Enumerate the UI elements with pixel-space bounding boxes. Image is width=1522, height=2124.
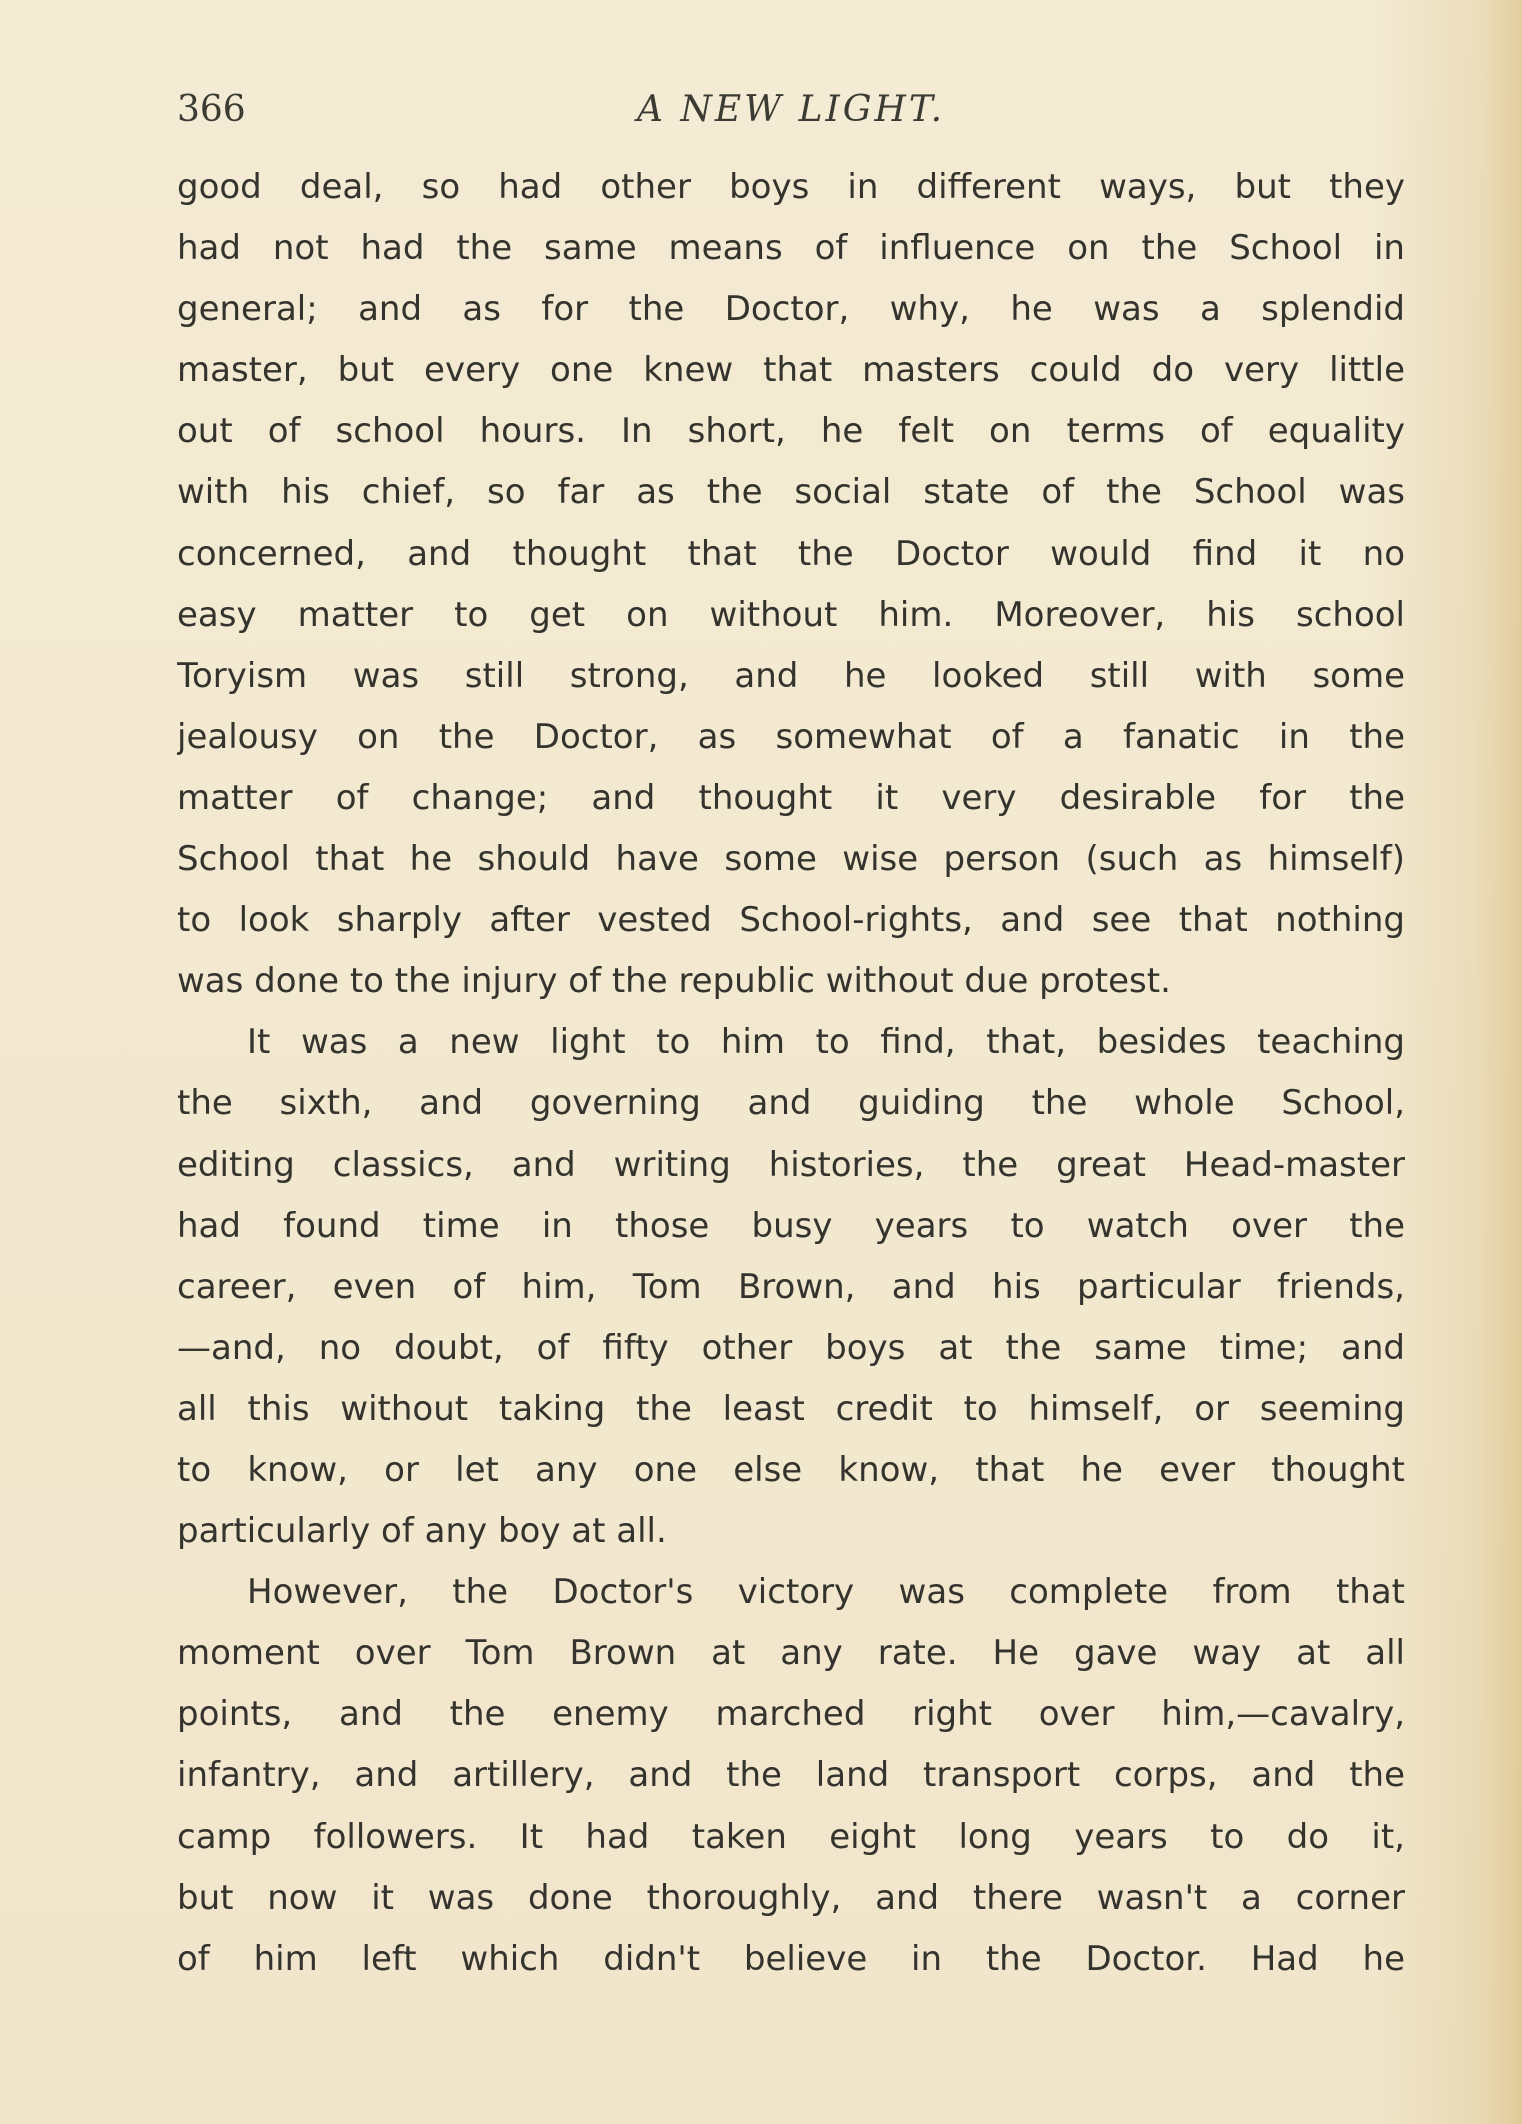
text-line: master, but every one knew that masters could do very little [177, 350, 1405, 391]
text-line: easy matter to get on without him. Moreover, his school [177, 594, 1405, 635]
text-line: with his chief, so far as the social state of the School was [177, 472, 1405, 513]
text-line: to look sharply after vested School-rights, and see that nothing [177, 900, 1405, 941]
text-line: camp followers. It had taken eight long years to do it, [177, 1816, 1405, 1857]
text-line: particularly of any boy at all. [177, 1511, 667, 1552]
text-line: editing classics, and writing histories, the great Head-master [177, 1144, 1405, 1185]
text-line: general; and as for the Doctor, why, he was a splendid [177, 289, 1405, 330]
text-line: good deal, so had other boys in different ways, but they [177, 167, 1405, 207]
text-line: had found time in those busy years to watch over the [177, 1205, 1405, 1246]
text-line: Toryism was still strong, and he looked still with some [177, 655, 1405, 696]
text-line: was done to the injury of the republic without due protest. [177, 961, 1171, 1002]
text-line: all this without taking the least credit to himself, or seeming [177, 1388, 1405, 1429]
text-line: —and, no doubt, of fifty other boys at the same time; and [177, 1327, 1405, 1368]
text-line: points, and the enemy marched right over him,—cavalry, [177, 1694, 1405, 1735]
text-line: infantry, and artillery, and the land transport corps, and the [177, 1755, 1405, 1796]
text-line: However, the Doctor's victory was complete from that [247, 1572, 1405, 1613]
text-line: out of school hours. In short, he felt on terms of equality [177, 411, 1405, 452]
text-line: matter of change; and thought it very desirable for the [177, 777, 1405, 818]
page-number: 366 [177, 89, 246, 130]
body-text [177, 157, 1405, 1990]
text-line: the sixth, and governing and guiding the whole School, [177, 1083, 1405, 1124]
text-line: concerned, and thought that the Doctor would find it no [177, 533, 1405, 574]
text-line: jealousy on the Doctor, as somewhat of a fanatic in the [177, 716, 1405, 757]
text-line: had not had the same means of influence on the School in [177, 228, 1405, 269]
text-line: of him left which didn't believe in the Doctor. Had he [177, 1938, 1405, 1979]
text-line: to know, or let any one else know, that he ever thought [177, 1449, 1405, 1490]
page-header [177, 82, 1405, 138]
text-line: School that he should have some wise person (such as himself) [177, 839, 1405, 880]
text-line: It was a new light to him to find, that, besides teaching [247, 1022, 1405, 1063]
text-line: moment over Tom Brown at any rate. He gave way at all [177, 1633, 1405, 1674]
running-title: A NEW LIGHT. [636, 89, 946, 130]
text-line: but now it was done thoroughly, and there wasn't a corner [177, 1877, 1405, 1918]
text-line: career, even of him, Tom Brown, and his particular friends, [177, 1266, 1405, 1307]
